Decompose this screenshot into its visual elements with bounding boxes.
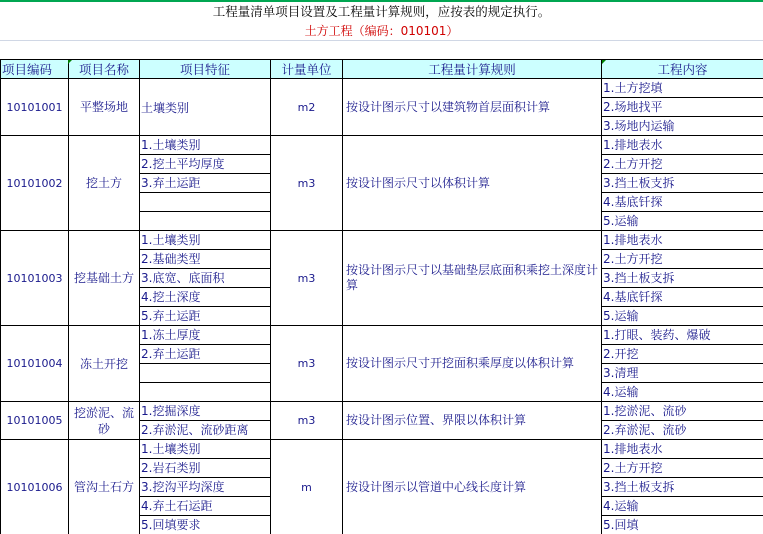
work-content-cell[interactable]: 2.土方开挖 xyxy=(602,155,763,174)
bill-of-quantities-table xyxy=(0,59,763,534)
unit-cell[interactable]: m2 xyxy=(271,79,343,136)
item-feature-cell[interactable] xyxy=(140,383,271,402)
work-content-cell[interactable]: 2.弃淤泥、流砂 xyxy=(602,421,763,440)
table-row xyxy=(1,402,763,421)
item-feature-cell[interactable] xyxy=(140,193,271,212)
table-row xyxy=(1,79,763,98)
item-feature-cell[interactable]: 1.冻土厚度 xyxy=(140,326,271,345)
table-header-row xyxy=(1,60,763,79)
header-item-name[interactable]: 项目名称 xyxy=(69,60,140,79)
table-row xyxy=(1,136,763,155)
work-content-cell[interactable]: 1.排地表水 xyxy=(602,136,763,155)
work-content-cell[interactable]: 5.运输 xyxy=(602,212,763,231)
header-item-features[interactable]: 项目特征 xyxy=(140,60,271,79)
item-feature-cell[interactable]: 4.弃土石运距 xyxy=(140,497,271,516)
item-feature-cell[interactable]: 2.弃土运距 xyxy=(140,345,271,364)
item-feature-cell[interactable]: 土壤类别 xyxy=(140,79,271,136)
sheet-gridline xyxy=(0,40,763,41)
item-feature-cell[interactable]: 1.土壤类别 xyxy=(140,136,271,155)
work-content-cell[interactable]: 2.土方开挖 xyxy=(602,459,763,478)
item-name-cell[interactable]: 冻土开挖 xyxy=(69,326,140,402)
item-feature-cell[interactable]: 1.土壤类别 xyxy=(140,231,271,250)
item-feature-cell[interactable]: 4.挖土深度 xyxy=(140,288,271,307)
item-code-cell[interactable]: 10101004 xyxy=(1,326,69,402)
item-feature-cell[interactable]: 2.基础类型 xyxy=(140,250,271,269)
item-feature-cell[interactable]: 2.弃淤泥、流砂距离 xyxy=(140,421,271,440)
item-name-cell[interactable]: 挖土方 xyxy=(69,136,140,231)
work-content-cell[interactable]: 3.挡土板支拆 xyxy=(602,174,763,193)
table-row xyxy=(1,440,763,459)
item-code-cell[interactable]: 10101006 xyxy=(1,440,69,534)
work-content-cell[interactable]: 4.运输 xyxy=(602,383,763,402)
calc-rule-cell[interactable]: 按设计图示尺寸开挖面积乘厚度以体积计算 xyxy=(343,326,602,402)
unit-cell[interactable]: m3 xyxy=(271,402,343,440)
item-feature-cell[interactable]: 2.岩石类别 xyxy=(140,459,271,478)
header-item-code[interactable]: 项目编码 xyxy=(1,60,69,79)
work-content-cell[interactable]: 2.开挖 xyxy=(602,345,763,364)
work-content-cell[interactable]: 1.挖淤泥、流砂 xyxy=(602,402,763,421)
item-feature-cell[interactable] xyxy=(140,364,271,383)
work-content-cell[interactable]: 3.清理 xyxy=(602,364,763,383)
work-content-cell[interactable]: 1.打眼、装药、爆破 xyxy=(602,326,763,345)
item-feature-cell[interactable]: 1.挖掘深度 xyxy=(140,402,271,421)
work-content-cell[interactable]: 3.挡土板支拆 xyxy=(602,478,763,497)
work-content-cell[interactable]: 4.基底钎探 xyxy=(602,288,763,307)
comment-marker-icon xyxy=(68,60,72,64)
calc-rule-cell[interactable]: 按设计图示位置、界限以体积计算 xyxy=(343,402,602,440)
calc-rule-cell[interactable]: 按设计图示以管道中心线长度计算 xyxy=(343,440,602,534)
work-content-cell[interactable]: 2.土方开挖 xyxy=(602,250,763,269)
calc-rule-cell[interactable]: 按设计图示尺寸以体积计算 xyxy=(343,136,602,231)
work-content-cell[interactable]: 5.回填 xyxy=(602,516,763,534)
work-content-cell[interactable]: 1.排地表水 xyxy=(602,440,763,459)
section-subtitle: 土方工程（编码：010101） xyxy=(304,24,459,38)
work-content-cell[interactable]: 4.运输 xyxy=(602,497,763,516)
work-content-cell[interactable]: 1.土方挖填 xyxy=(602,79,763,98)
item-name-cell[interactable]: 管沟土石方 xyxy=(69,440,140,534)
table-row xyxy=(1,326,763,345)
table-row xyxy=(1,231,763,250)
item-code-cell[interactable]: 10101005 xyxy=(1,402,69,440)
item-feature-cell[interactable]: 5.回填要求 xyxy=(140,516,271,534)
page-title: 工程量清单项目设置及工程量计算规则，应按表的规定执行。 xyxy=(212,4,551,19)
item-name-cell[interactable]: 平整场地 xyxy=(69,79,140,136)
calc-rule-cell[interactable]: 按设计图示尺寸以建筑物首层面积计算 xyxy=(343,79,602,136)
header-work-content[interactable]: 工程内容 xyxy=(602,60,763,79)
item-name-cell[interactable]: 挖淤泥、流砂 xyxy=(69,402,140,440)
header-unit[interactable]: 计量单位 xyxy=(271,60,343,79)
unit-cell[interactable]: m3 xyxy=(271,136,343,231)
item-feature-cell[interactable]: 3.挖沟平均深度 xyxy=(140,478,271,497)
item-feature-cell[interactable]: 2.挖土平均厚度 xyxy=(140,155,271,174)
unit-cell[interactable]: m3 xyxy=(271,231,343,326)
item-feature-cell[interactable]: 3.弃土运距 xyxy=(140,174,271,193)
calc-rule-cell[interactable]: 按设计图示尺寸以基础垫层底面积乘挖土深度计算 xyxy=(343,231,602,326)
item-code-cell[interactable]: 10101003 xyxy=(1,231,69,326)
header-calc-rule[interactable]: 工程量计算规则 xyxy=(343,60,602,79)
comment-marker-icon xyxy=(602,60,606,64)
item-code-cell[interactable]: 10101002 xyxy=(1,136,69,231)
item-feature-cell[interactable]: 1.土壤类别 xyxy=(140,440,271,459)
item-feature-cell[interactable]: 3.底宽、底面积 xyxy=(140,269,271,288)
unit-cell[interactable]: m xyxy=(271,440,343,534)
work-content-cell[interactable]: 1.排地表水 xyxy=(602,231,763,250)
item-name-cell[interactable]: 挖基础土方 xyxy=(69,231,140,326)
top-border-line xyxy=(0,0,763,2)
work-content-cell[interactable]: 4.基底钎探 xyxy=(602,193,763,212)
item-feature-cell[interactable] xyxy=(140,212,271,231)
item-feature-cell[interactable]: 5.弃土运距 xyxy=(140,307,271,326)
work-content-cell[interactable]: 5.运输 xyxy=(602,307,763,326)
work-content-cell[interactable]: 2.场地找平 xyxy=(602,98,763,117)
unit-cell[interactable]: m3 xyxy=(271,326,343,402)
work-content-cell[interactable]: 3.挡土板支拆 xyxy=(602,269,763,288)
work-content-cell[interactable]: 3.场地内运输 xyxy=(602,117,763,136)
item-code-cell[interactable]: 10101001 xyxy=(1,79,69,136)
